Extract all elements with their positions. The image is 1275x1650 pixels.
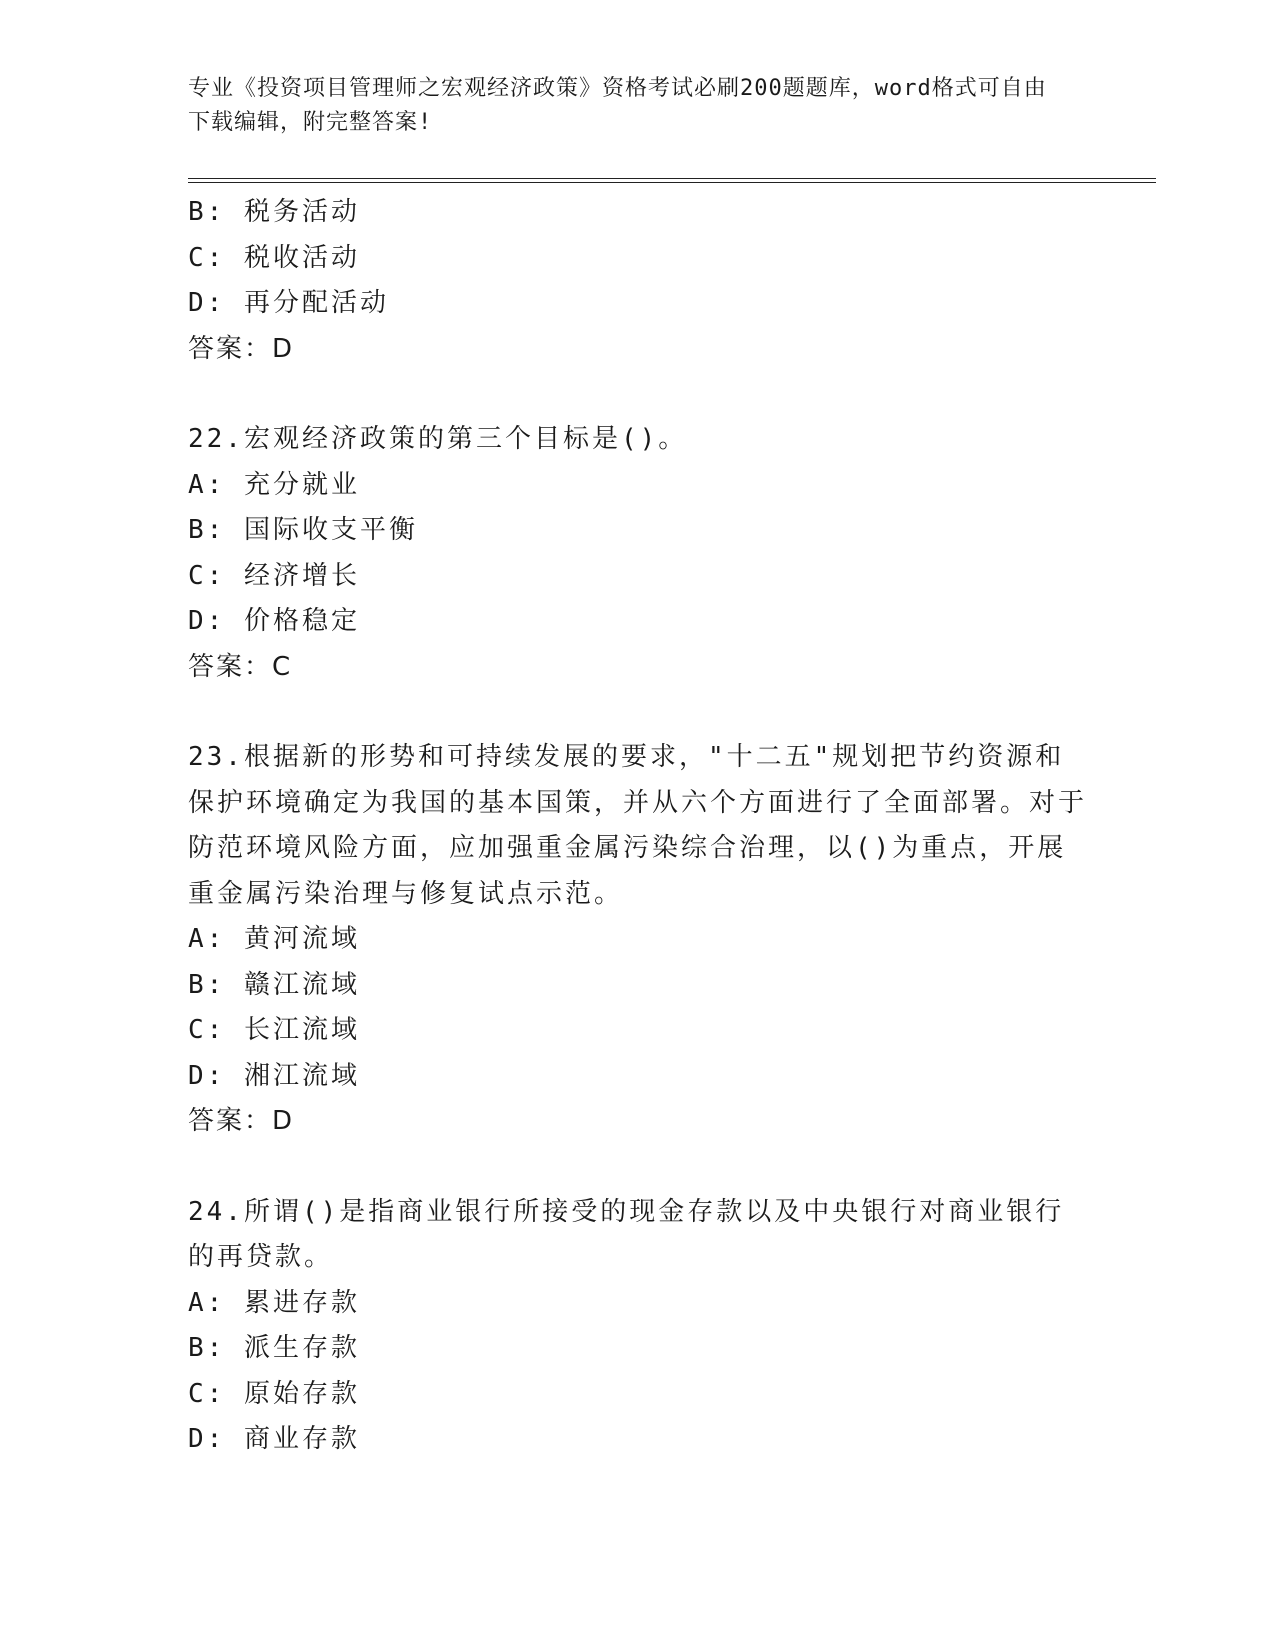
option-a: A: 累进存款 [188, 1287, 360, 1318]
option-d: D: 商业存款 [188, 1424, 360, 1454]
option-b: B: 赣江流域 [188, 969, 360, 1000]
header-divider-second [188, 182, 1156, 183]
question-22 [188, 417, 1088, 690]
spacer [188, 690, 1088, 735]
spacer [188, 372, 1088, 417]
option-a: A: 充分就业 [188, 469, 360, 500]
question-stem: 24.所谓()是指商业银行所接受的现金存款以及中央银行对商业银行的再贷款。 [188, 1196, 1065, 1272]
option-a: A: 黄河流域 [188, 924, 360, 954]
question-21-continued [188, 190, 1088, 372]
answer: 答案：D [188, 333, 295, 364]
option-d: D: 价格稳定 [188, 606, 360, 636]
option-c: C: 经济增长 [188, 560, 360, 591]
option-c: C: 长江流域 [188, 1015, 360, 1045]
question-stem: 22.宏观经济政策的第三个目标是()。 [188, 424, 688, 454]
question-23 [188, 735, 1088, 1145]
option-c: C: 税收活动 [188, 242, 360, 273]
option-b: B: 国际收支平衡 [188, 515, 418, 545]
question-24 [188, 1190, 1088, 1463]
document-header: 专业《投资项目管理师之宏观经济政策》资格考试必刷200题题库，word格式可自由下载编辑，附完整答案! [188, 76, 1047, 135]
option-d: D: 再分配活动 [188, 288, 389, 318]
option-c: C: 原始存款 [188, 1378, 360, 1409]
spacer [188, 1145, 1088, 1190]
answer: 答案：D [188, 1106, 295, 1136]
option-d: D: 湘江流域 [188, 1060, 360, 1091]
answer: 答案：C [188, 651, 293, 682]
question-stem: 23.根据新的形势和可持续发展的要求，"十二五"规划把节约资源和保护环境确定为我国的基本国策，并从六个方面进行了全面部署。对于防范环境风险方面，应加强重金属污染综合治理，以()为重点，开展重金属污染治理与修复试点示范。 [188, 742, 1088, 909]
option-b: B: 税务活动 [188, 197, 360, 227]
option-b: B: 派生存款 [188, 1333, 360, 1363]
header-divider [188, 178, 1156, 179]
question-list [188, 190, 1088, 1463]
